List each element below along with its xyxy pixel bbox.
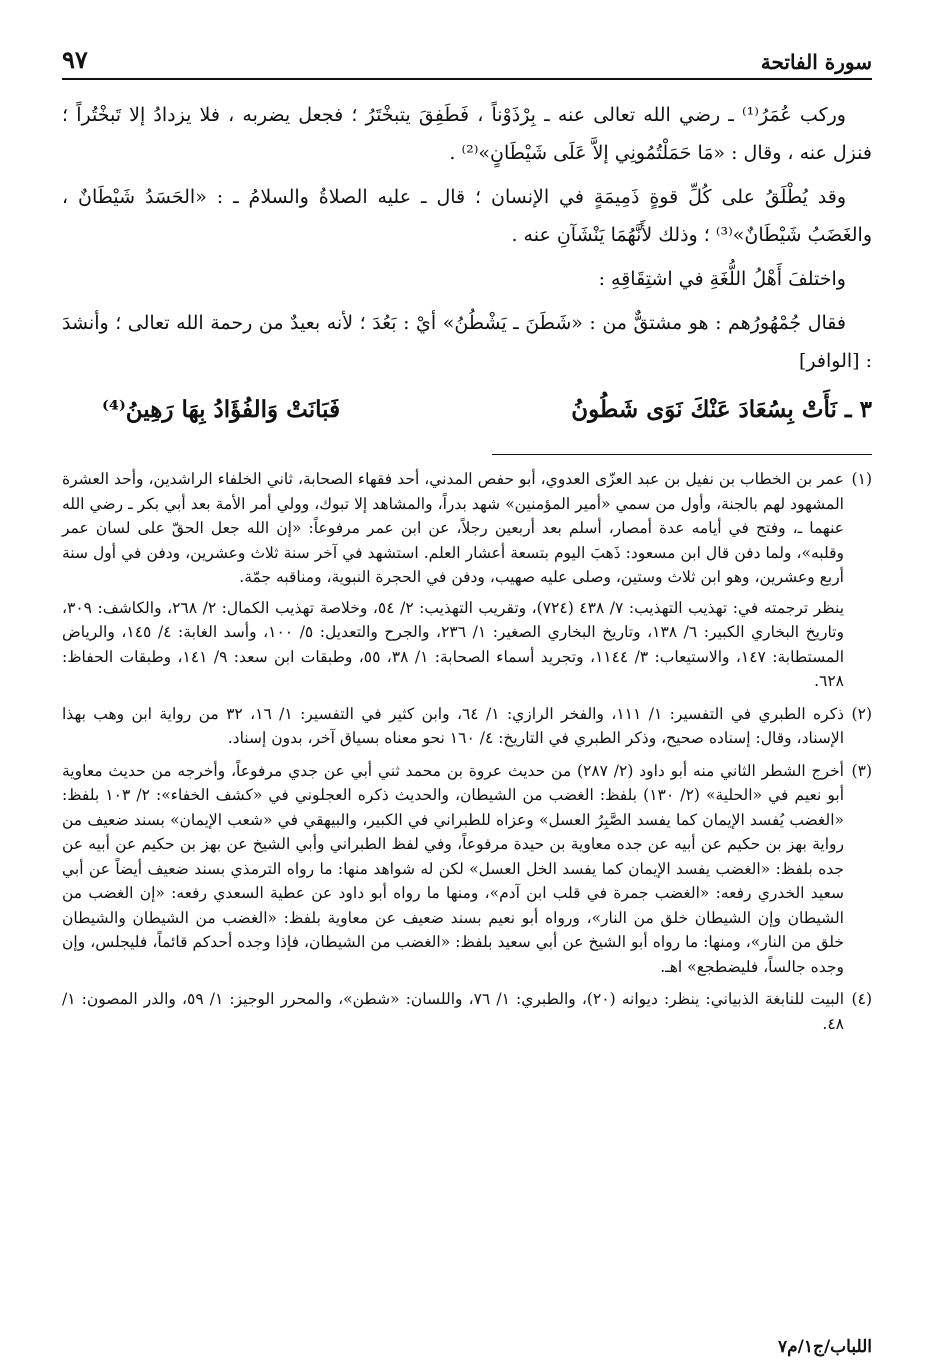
- footnote: [62, 759, 872, 980]
- page-number: ٩٧: [62, 45, 88, 74]
- main-paragraph: واختلفَ أَهْلُ اللُّغَةِ في اشتِقَاقِهِ :: [598, 268, 846, 290]
- footnote-text: أخرج الشطر الثاني منه أبو داود (٢/ ٢٨٧) من حديث عروة بن محمد ثني أبي عن جدي مرفوعاً، وأخرجه من حديث معاوية أبو نعيم في «الحلية» (٢/ ١٣٠) بلفظ: الغضب من الشيطان، والحديث ذكره العجلوني في «كشف الخفاء»: ٢/ ١٠٣ بلفظ: «الغضب يُفسد الإيمان كما يفسد الصَّبِرُ العسل» وعزاه للطبراني في الكبير، والبيهقي في «شعب الإيمان» بسند ضعيف من رواية بهز بن حكيم عن أبيه عن جده معاوية بن حيدة مرفوعاً، وفي لفظ الطبراني وأبي الشيخ عن بهز بن حكيم عن أبيه عن جده بلفظ: «الغضب يفسد الإيمان كما يفسد الخل العسل» لكن له شواهد منها: ما رواه الترمذي بسند ضعيف أيضاً عن أبي سعيد الخدري رفعه: «الغضب جمرة في قلب ابن آدم»، ومنها ما رواه أبو داود عن عطية السعدي رفعه: «إن الغضب من الشيطان وإن الشيطان خلق من النار»، ورواه أبو نعيم بسند ضعيف عن معاوية بلفظ: «الغضب من الشيطان والشيطان خلق من النار»، ومنها: ما رواه أبو الشيخ عن أبي سعيد بلفظ: «الغضب من الشيطان، فإذا وجده أحدكم قائماً، فليجلس، وإن وجده جالساً، فليضطجع» اهـ.: [62, 761, 844, 976]
- footnote: [62, 467, 872, 694]
- footnote-number: (٢): [851, 704, 872, 723]
- main-text: [62, 96, 872, 432]
- verse-first-hemistich: ٣ ـ نَأَتْ بِسُعَادَ عَنْكَ نَوَى شَطُونُ: [571, 396, 872, 423]
- main-paragraph: وركب عُمَرُ⁽¹⁾ ـ رضي الله تعالى عنه ـ بِرْذَوْناً ، فَطَفِقَ يتبخْتَرُ ؛ فجعل يضربه ، فلا يزدادُ إلا تَبخْتُراً ؛ فنزل عنه ، وقال : «مَا حَمَلْتُمُونِي إلاَّ عَلَى شَيْطَانٍ»⁽²⁾ .: [62, 104, 872, 164]
- footnote: [62, 702, 872, 751]
- poetry-verse: [62, 388, 872, 432]
- running-header: [62, 38, 872, 80]
- footnotes: [62, 467, 872, 1036]
- main-paragraph: وقد يُطْلَقُ على كُلِّ قوةٍ ذَمِيمَةٍ في الإنسان ؛ قال ـ عليه الصلاةُ والسلامُ ـ : «الحَسَدُ شَيْطَانٌ ، والغَضَبُ شَيْطَانٌ»⁽³⁾ ؛ وذلك لأَنَّهُمَا يَنْشَآنِ عنه .: [62, 186, 872, 246]
- footnote-text: عمر بن الخطاب بن نفيل بن عبد العزّى العدوي، أبو حفص المدني، أحد فقهاء الصحابة، ثاني الخلفاء الراشدين، وأحد العشرة المشهود لهم بالجنة، وأول من سمي «أمير المؤمنين» شهد بدراً، والمشاهد إلا تبوك، وولي أمر الأمة بعد أبي بكر ـ رضي الله عنهما ـ، وفتح في أيامه عدة أمصار، أسلم بعد أربعين رجلاً، عن ابن عمر مرفوعاً: «إن الله جعل الحقّ على لسان عمر وقلبه»، ولما دفن قال ابن مسعود: ذَهبَ اليوم بتسعة أعشار العلم. استشهد في آخر سنة ثلاث وعشرين، ودفن في أول سنة أربع وعشرين، وهو ابن ثلاث وستين، وصلى عليه صهيب، ودفن في الحجرة النبوية، ومناقبه جمّة.: [62, 470, 844, 586]
- footnote: [62, 987, 872, 1036]
- footnote-divider: [492, 454, 872, 455]
- footnote-number: (١): [851, 470, 872, 488]
- page-signature: اللباب/ج١/م٧: [777, 1337, 872, 1357]
- surah-title: سورة الفاتحة: [760, 50, 872, 74]
- verse-second-hemistich: فَبَانَتْ وَالفُؤَادُ بِهَا رَهِينُ⁽⁴⁾: [102, 396, 341, 423]
- footnote-text: ينظر ترجمته في: تهذيب التهذيب: ٧/ ٤٣٨ (٧٢٤)، وتقريب التهذيب: ٢/ ٥٤، وخلاصة تهذيب الكمال: ٢/ ٢٦٨، والكاشف: ٣٠٩، وتاريخ البخاري الكبير: ٦/ ١٣٨، وتاريخ البخاري الصغير: ١/ ٢٣٦، والجرح والتعديل: ٥/ ١٠٠، وأسد الغابة: ٤/ ١٤٥، والرياض المستطابة: ١٤٧، والاستيعاب: ٣/ ١١٤٤، وتجريد أسماء الصحابة: ١/ ٣٨، ٥٥، وطبقات ابن سعد: ٩/ ١٤١، وطبقات الحفاظ: ٦٢٨.: [62, 598, 845, 690]
- main-paragraph: فقال جُمْهُورُهم : هو مشتقٌّ من : «شَطَنَ ـ يَشْطُنُ» أيْ : بَعُدَ ؛ لأنه بعيدٌ من رحمة الله تعالى ؛ وأنشدَ : [الوافر]: [62, 312, 872, 372]
- footnote-text: ذكره الطبري في التفسير: ١/ ١١١، والفخر الرازي: ١/ ٦٤، وابن كثير في التفسير: ١/ ١٦، ٣٢ من رواية ابن وهب بهذا الإسناد، وقال: إسناده صحيح، وذكر الطبري في التاريخ: ٤/ ١٦٠ نحو معناه بسياق آخر، بدون إسناد.: [62, 704, 844, 747]
- footnote-text: البيت للنابغة الذبياني: ينظر: ديوانه (٢٠)، والطبري: ١/ ٧٦، واللسان: «شطن»، والمحرر الوجيز: ١/ ٥٩، والدر المصون: ١/ ٤٨.: [62, 990, 844, 1033]
- footnote-number: (٤): [851, 990, 872, 1008]
- footnote-number: (٣): [851, 761, 872, 780]
